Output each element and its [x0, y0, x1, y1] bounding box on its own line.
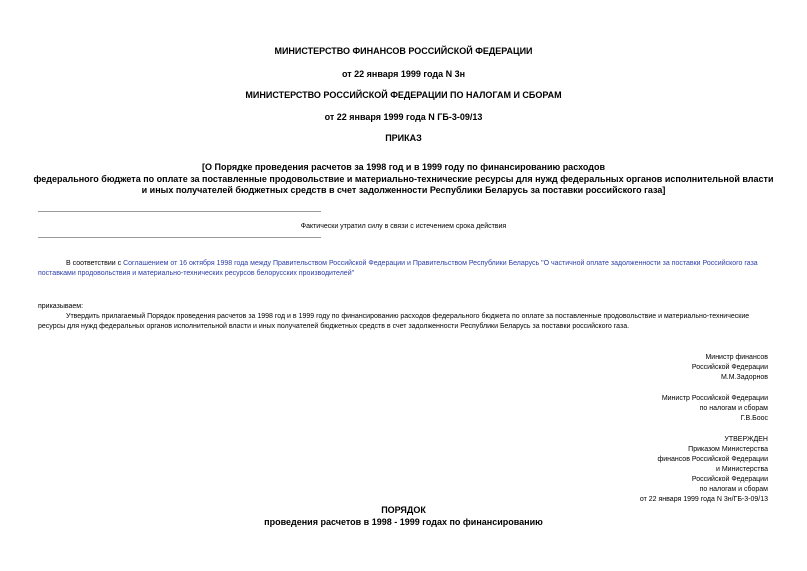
document-title — [20, 162, 787, 197]
approval-line-4: и Министерства — [715, 466, 768, 473]
signature-tax-title: Министр Российской Федерации — [661, 395, 768, 402]
appendix-title: ПОРЯДОК — [381, 505, 426, 515]
approval-line-6: по налогам и сборам — [699, 486, 768, 493]
signature-tax-dept: по налогам и сборам — [699, 405, 768, 412]
appendix-subtitle: проведения расчетов в 1998 - 1999 годах по финансированию — [264, 517, 543, 527]
divider-bottom — [38, 237, 321, 238]
finance-order-date: от 22 января 1999 года N 3н — [341, 69, 466, 79]
signature-tax-name: Г.В.Боос — [740, 415, 768, 422]
signature-finance-title: Министр финансов — [705, 354, 768, 361]
approval-line-2: Приказом Министерства — [688, 446, 768, 453]
title-line-1: [О Порядке проведения расчетов за 1998 год и в 1999 году по финансированию расходов — [202, 162, 605, 172]
tax-order-date: от 22 января 1999 года N ГБ-3-09/13 — [324, 112, 483, 122]
title-line-3: и иных получателей бюджетных средств в счет задолженности Республики Беларусь за поставки российского газа] — [141, 185, 666, 195]
ministry-tax-heading: МИНИСТЕРСТВО РОССИЙСКОЙ ФЕДЕРАЦИИ ПО НАЛОГАМ И СБОРАМ — [245, 90, 562, 100]
preamble-paragraph — [38, 259, 770, 278]
title-line-2: федерального бюджета по оплате за поставленные продовольствие и материально-технические ресурсы для нужд федеральных органов исполнительной власти — [33, 173, 774, 184]
agreement-link[interactable]: Соглашением от 16 октября 1998 года между Правительством Российской Федерации и Правительством Республики Беларусь "О частичной оплате задолженности за поставки Российского газа поставками продовольствия и материально-технических ресурсов белорусских производителей" — [38, 260, 758, 277]
signature-finance-name: М.М.Задорнов — [720, 374, 768, 381]
signature-tax-minister — [662, 394, 768, 424]
document-type: ПРИКАЗ — [385, 133, 422, 143]
approval-line-3: финансов Российской Федерации — [657, 456, 768, 463]
ministry-finance-heading: МИНИСТЕРСТВО ФИНАНСОВ РОССИЙСКОЙ ФЕДЕРАЦИИ — [274, 46, 533, 56]
signature-finance-country: Российской Федерации — [691, 364, 768, 371]
approval-line-7: от 22 января 1999 года N 3н/ГБ-3-09/13 — [639, 496, 768, 503]
divider-top — [38, 211, 321, 212]
approval-line-5: Российской Федерации — [691, 476, 768, 483]
preamble-prefix: В соответствии с — [66, 260, 124, 267]
approval-block — [640, 435, 768, 505]
order-word: приказываем: — [38, 303, 84, 310]
status-note: Фактически утратил силу в связи с истечением срока действия — [300, 223, 507, 230]
approval-line-1: УТВЕРЖДЕН — [724, 436, 768, 443]
order-paragraph: Утвердить прилагаемый Порядок проведения расчетов за 1998 год и в 1999 году по финансированию расходов федерального бюджета по оплате за поставленные продовольствие и материально-технические ресурсы для нужд федеральных органов исполнительной власти и иных получателей бюджетных средств в счет задолженности Республики Беларусь за поставки российского газа. — [38, 313, 750, 330]
signature-finance-minister — [692, 353, 768, 383]
